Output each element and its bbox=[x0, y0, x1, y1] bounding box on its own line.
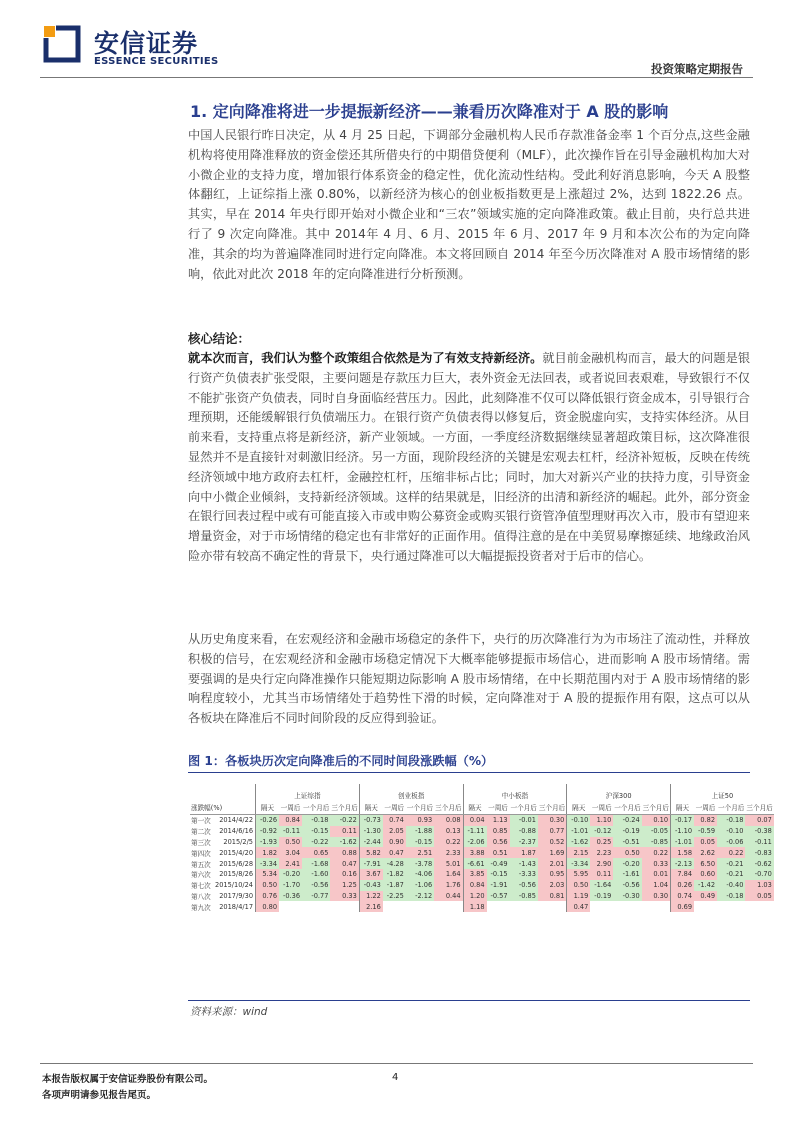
table-cell: -7.91 bbox=[359, 858, 383, 869]
table-cell bbox=[717, 901, 745, 912]
table-cell: -0.15 bbox=[406, 837, 434, 848]
table-cell: -1.87 bbox=[383, 880, 406, 891]
table-cell: 1.22 bbox=[359, 891, 383, 902]
table-cell: -0.01 bbox=[510, 815, 538, 826]
table-cell: -1.64 bbox=[590, 880, 613, 891]
table-cell: -1.60 bbox=[302, 869, 330, 880]
header-divider bbox=[40, 77, 753, 78]
table-cell: 0.04 bbox=[463, 815, 487, 826]
table-cell: -1.93 bbox=[256, 837, 280, 848]
table-row bbox=[190, 847, 774, 858]
table-cell bbox=[745, 901, 773, 912]
essence-logo-icon bbox=[42, 24, 82, 64]
table-row-date: 2015/8/26 bbox=[219, 870, 254, 879]
table-cell: -0.11 bbox=[279, 826, 302, 837]
table-period-label: 三个月后 bbox=[434, 800, 463, 815]
table-cell: 1.19 bbox=[567, 891, 591, 902]
page-number: 4 bbox=[392, 1072, 399, 1083]
table-cell: 0.47 bbox=[330, 858, 359, 869]
figure-bottom-rule bbox=[188, 1000, 750, 1001]
table-cell: 0.33 bbox=[330, 891, 359, 902]
table-cell bbox=[613, 901, 641, 912]
table-cell: -0.51 bbox=[613, 837, 641, 848]
table-row-date: 2015/10/24 bbox=[215, 881, 254, 890]
table-row bbox=[190, 837, 774, 848]
table-cell: 0.22 bbox=[642, 847, 671, 858]
table-row-date: 2014/6/16 bbox=[219, 827, 254, 836]
table-cell: 1.76 bbox=[434, 880, 463, 891]
table-cell: -0.88 bbox=[510, 826, 538, 837]
table-cell: 0.47 bbox=[383, 847, 406, 858]
table-period-label: 三个月后 bbox=[642, 800, 671, 815]
table-cell: 0.07 bbox=[745, 815, 773, 826]
section-title: 1. 定向降准将进一步提振新经济——兼看历次降准对于 A 股的影响 bbox=[190, 102, 669, 121]
company-logo bbox=[42, 24, 257, 72]
table-cell: -0.56 bbox=[613, 880, 641, 891]
table-cell bbox=[330, 901, 359, 912]
table-row-header: 涨跌幅(%) bbox=[190, 800, 256, 815]
table-cell bbox=[642, 901, 671, 912]
table-row-name: 第六次 bbox=[191, 871, 211, 880]
table-row-name: 第三次 bbox=[191, 838, 211, 847]
table-cell: 0.10 bbox=[642, 815, 671, 826]
table-cell: 1.18 bbox=[463, 901, 487, 912]
table-cell: -2.37 bbox=[510, 837, 538, 848]
core-conclusion-paragraph bbox=[188, 349, 750, 567]
table-cell: 0.81 bbox=[538, 891, 567, 902]
table-period-header bbox=[190, 800, 774, 815]
table-cell: 2.03 bbox=[538, 880, 567, 891]
table-cell: 0.77 bbox=[538, 826, 567, 837]
table-period-label: 一个月后 bbox=[406, 800, 434, 815]
table-cell: -0.38 bbox=[745, 826, 773, 837]
table-cell: 2.16 bbox=[359, 901, 383, 912]
table-cell: 2.15 bbox=[567, 847, 591, 858]
table-cell: 0.90 bbox=[383, 837, 406, 848]
table-cell: -1.43 bbox=[510, 858, 538, 869]
table-period-label: 一个月后 bbox=[717, 800, 745, 815]
table-cell: 3.04 bbox=[279, 847, 302, 858]
table-row bbox=[190, 815, 774, 826]
table-cell: 5.95 bbox=[567, 869, 591, 880]
table-cell: -0.83 bbox=[745, 847, 773, 858]
table-cell: -1.68 bbox=[302, 858, 330, 869]
table-cell: -0.77 bbox=[302, 891, 330, 902]
table-cell: -1.62 bbox=[567, 837, 591, 848]
table-period-label: 隔天 bbox=[671, 800, 695, 815]
table-cell bbox=[590, 901, 613, 912]
table-cell: -0.40 bbox=[717, 880, 745, 891]
table-cell: 0.50 bbox=[567, 880, 591, 891]
table-cell: 2.90 bbox=[590, 858, 613, 869]
table-cell: 0.26 bbox=[671, 880, 695, 891]
table-cell: 0.49 bbox=[694, 891, 717, 902]
table-cell: -0.17 bbox=[671, 815, 695, 826]
table-cell: -0.18 bbox=[717, 815, 745, 826]
table-cell: 1.25 bbox=[330, 880, 359, 891]
table-cell: 2.41 bbox=[279, 858, 302, 869]
table-cell: 0.50 bbox=[279, 837, 302, 848]
table-cell: 0.16 bbox=[330, 869, 359, 880]
table-cell: -0.57 bbox=[487, 891, 510, 902]
table-cell: 0.51 bbox=[487, 847, 510, 858]
table-cell: -2.12 bbox=[406, 891, 434, 902]
table-corner-cell bbox=[214, 784, 256, 800]
table-cell: 0.69 bbox=[671, 901, 695, 912]
table-cell: -1.10 bbox=[671, 826, 695, 837]
brand-name-en: ESSENCE SECURITIES bbox=[94, 56, 219, 67]
intro-paragraph: 中国人民银行昨日决定，从 4 月 25 日起，下调部分金融机构人民币存款准备金率 1 个百分点,这些金融机构将使用降准释放的资金偿还其所借央行的中期借贷便利（MLF），此次操作旨在引导金融机构加大对小微企业的支持力度，增加银行体系资金的稳定性，优化流动性结构。受此利好消息影响，今天 A 股整体翻红，上证综指上涨 0.80%，以新经济为核心的创业板指数更是上涨超过 2%，达到 1822.26 点。其实，早在 2014 年央行即开始对小微企业和“三农”领域实施的定向降准政策。截止目前，央行总共进行了 9 次定向降准。其中 2014年 4 月、6 月、2015 年 6 月、2017 年 9 月和本次公布的为定向降准，其余的均为普遍降准同时进行定向降准。本文将回顾自 2014 年至今历次降准对 A 股市场情绪的影响，依此对此次 2018 年的定向降准进行分析预测。 bbox=[188, 128, 750, 281]
table-period-label: 一周后 bbox=[590, 800, 613, 815]
table-cell: -2.13 bbox=[671, 858, 695, 869]
table-cell: -0.21 bbox=[717, 858, 745, 869]
table-row-date: 2015/4/20 bbox=[219, 848, 254, 857]
table-cell: 7.84 bbox=[671, 869, 695, 880]
table-cell: 3.85 bbox=[463, 869, 487, 880]
table-cell: 0.13 bbox=[434, 826, 463, 837]
table-cell: 0.05 bbox=[694, 837, 717, 848]
table-cell: 0.50 bbox=[613, 847, 641, 858]
table-cell: -3.78 bbox=[406, 858, 434, 869]
table-cell: 0.01 bbox=[642, 869, 671, 880]
table-cell: -4.28 bbox=[383, 858, 406, 869]
table-group-label: 中小板指 bbox=[463, 784, 567, 800]
table-cell: -1.01 bbox=[671, 837, 695, 848]
table-cell: 2.05 bbox=[383, 826, 406, 837]
rrr-cut-returns-table bbox=[190, 784, 774, 912]
table-cell: 0.85 bbox=[487, 826, 510, 837]
table-cell: 1.64 bbox=[434, 869, 463, 880]
table-cell: 0.25 bbox=[590, 837, 613, 848]
table-row bbox=[190, 869, 774, 880]
table-cell: -3.34 bbox=[256, 858, 280, 869]
table-cell: 0.60 bbox=[694, 869, 717, 880]
core-conclusion-body: 就目前金融机构而言，最大的问题是银行资产负债表扩张受限，主要问题是存款压力巨大，表外资金无法回表，或者说回表艰难，导致银行不仅不能扩张资产负债表，同时自身面临经营压力。因此，此刻降准不仅可以降低银行资金成本，引导银行合理预期，还能缓解银行负债端压力。在银行资产负债表得以修复后，资金脱虚向实，支持实体经济。从目前来看，支持重点将是新经济，新产业领域。一方面，一季度经济数据继续显著超政策目标，这次降准很显然并不是直接针对刺激旧经济。另一方面，现阶段经济的关键是宏观去杠杆，经济补短板，反映在传统经济领域中地方政府去杠杆，金融控杠杆，压缩非标占比；同时，加大对新兴产业的扶持力度，引导资金向中小微企业倾斜，支持新经济领域。这样的结果就是，旧经济的出清和新经济的崛起。此外，部分资金在银行回表过程中或有可能直接入市或申购公募资金或购买银行资管净值型理财再次入市，股市有望迎来增量资金，对于市场情绪的稳定也有非常好的正面作用。值得注意的是在中美贸易摩擦延续、地缘政治风险亦带有较高不确定性的背景下，央行通过降准可以大幅提振投资者对于后市的信心。 bbox=[188, 351, 751, 563]
table-cell: -0.30 bbox=[613, 891, 641, 902]
table-cell: 0.44 bbox=[434, 891, 463, 902]
table-period-label: 一个月后 bbox=[613, 800, 641, 815]
table-cell: -6.61 bbox=[463, 858, 487, 869]
table-cell: 2.62 bbox=[694, 847, 717, 858]
table-cell bbox=[538, 901, 567, 912]
table-cell: 1.13 bbox=[487, 815, 510, 826]
table-cell: 1.03 bbox=[745, 880, 773, 891]
table-cell: 2.51 bbox=[406, 847, 434, 858]
table-cell: -1.30 bbox=[359, 826, 383, 837]
table-row-name: 第五次 bbox=[191, 860, 211, 869]
table-row-name: 第一次 bbox=[191, 817, 211, 826]
table-period-label: 一个月后 bbox=[302, 800, 330, 815]
table-cell: 1.04 bbox=[642, 880, 671, 891]
table-cell: 0.30 bbox=[538, 815, 567, 826]
table-cell: -1.91 bbox=[487, 880, 510, 891]
table-cell: -0.56 bbox=[302, 880, 330, 891]
table-cell: 0.84 bbox=[279, 815, 302, 826]
table-period-label: 一周后 bbox=[279, 800, 302, 815]
table-period-label: 三个月后 bbox=[330, 800, 359, 815]
table-group-label: 上证综指 bbox=[256, 784, 360, 800]
table-cell: 0.84 bbox=[463, 880, 487, 891]
history-paragraph: 从历史角度来看，在宏观经济和金融市场稳定的条件下，央行的历次降准行为为市场注了流动性，并释放积极的信号，在宏观经济和金融市场稳定情况下大概率能够提振市场信心，进而影响 A 股市场情绪。需要强调的是央行定向降准操作只能短期边际影响 A 股市场情绪，在中长期范围内对于 A 股市场情绪的影响程度较小，尤其当市场情绪处于趋势性下滑的时候，定向降准对于 A 股的提振作用有限，这点可以从各板块在降准后不同时间阶段的反应得到验证。 bbox=[188, 632, 750, 726]
table-cell: -0.18 bbox=[302, 815, 330, 826]
table-cell: -0.26 bbox=[256, 815, 280, 826]
table-period-label: 三个月后 bbox=[745, 800, 773, 815]
table-cell: -0.05 bbox=[642, 826, 671, 837]
table-cell: -0.56 bbox=[510, 880, 538, 891]
table-cell: -0.06 bbox=[717, 837, 745, 848]
table-group-label: 上证50 bbox=[671, 784, 774, 800]
table-cell: -0.59 bbox=[694, 826, 717, 837]
table-cell: -0.85 bbox=[642, 837, 671, 848]
report-type: 投资策略定期报告 bbox=[651, 62, 743, 76]
table-period-label: 三个月后 bbox=[538, 800, 567, 815]
table-cell: -1.06 bbox=[406, 880, 434, 891]
table-cell: 0.95 bbox=[538, 869, 567, 880]
table-group-header bbox=[190, 784, 774, 800]
table-cell: -1.88 bbox=[406, 826, 434, 837]
table-cell: 1.10 bbox=[590, 815, 613, 826]
table-cell: -2.06 bbox=[463, 837, 487, 848]
table-period-label: 一周后 bbox=[694, 800, 717, 815]
table-cell: 2.01 bbox=[538, 858, 567, 869]
table-corner-cell bbox=[190, 784, 214, 800]
table-row bbox=[190, 826, 774, 837]
table-cell: -0.15 bbox=[302, 826, 330, 837]
table-cell: 1.69 bbox=[538, 847, 567, 858]
table-cell: -1.01 bbox=[567, 826, 591, 837]
table-row-date: 2014/4/22 bbox=[219, 816, 254, 825]
table-cell: -0.10 bbox=[717, 826, 745, 837]
table-cell: -1.61 bbox=[613, 869, 641, 880]
table-cell: 5.34 bbox=[256, 869, 280, 880]
brand-name-cn: 安信证券 bbox=[94, 29, 199, 58]
table-cell: -0.22 bbox=[330, 815, 359, 826]
table-cell: 0.47 bbox=[567, 901, 591, 912]
table-cell: 1.20 bbox=[463, 891, 487, 902]
table-cell bbox=[510, 901, 538, 912]
table-cell: 0.08 bbox=[434, 815, 463, 826]
table-cell: -1.70 bbox=[279, 880, 302, 891]
core-conclusion-lead: 就本次而言，我们认为整个政策组合依然是为了有效支持新经济。 bbox=[188, 351, 543, 365]
table-cell: 0.82 bbox=[694, 815, 717, 826]
table-period-label: 一周后 bbox=[487, 800, 510, 815]
figure-top-rule bbox=[188, 772, 750, 773]
footer-divider bbox=[40, 1063, 753, 1064]
table-cell: -0.21 bbox=[717, 869, 745, 880]
table-row bbox=[190, 891, 774, 902]
table-row-date: 2015/2/5 bbox=[223, 837, 254, 846]
table-cell: -4.06 bbox=[406, 869, 434, 880]
table-cell: -0.20 bbox=[279, 869, 302, 880]
table-cell: -1.11 bbox=[463, 826, 487, 837]
table-row bbox=[190, 901, 774, 912]
table-cell: 3.88 bbox=[463, 847, 487, 858]
table-cell: -0.12 bbox=[590, 826, 613, 837]
table-cell bbox=[383, 901, 406, 912]
table-cell: -0.18 bbox=[717, 891, 745, 902]
table-cell: -0.20 bbox=[613, 858, 641, 869]
table-row-date: 2017/9/30 bbox=[219, 891, 254, 900]
table-cell: -1.42 bbox=[694, 880, 717, 891]
table-cell bbox=[302, 901, 330, 912]
table-cell: -0.85 bbox=[510, 891, 538, 902]
disclaimer-notice: 各项声明请参见报告尾页。 bbox=[42, 1090, 157, 1101]
table-cell: -0.22 bbox=[302, 837, 330, 848]
table-cell: -0.15 bbox=[487, 869, 510, 880]
table-cell: 2.23 bbox=[590, 847, 613, 858]
table-cell: 0.65 bbox=[302, 847, 330, 858]
table-cell: -0.19 bbox=[613, 826, 641, 837]
table-group-label: 沪深300 bbox=[567, 784, 671, 800]
table-cell: -3.33 bbox=[510, 869, 538, 880]
table-cell: -0.10 bbox=[567, 815, 591, 826]
table-cell: -0.36 bbox=[279, 891, 302, 902]
table-cell: 0.56 bbox=[487, 837, 510, 848]
table-cell bbox=[487, 901, 510, 912]
table-cell: -0.62 bbox=[745, 858, 773, 869]
table-cell: 0.30 bbox=[642, 891, 671, 902]
table-row bbox=[190, 858, 774, 869]
table-cell: -2.25 bbox=[383, 891, 406, 902]
table-group-label: 创业板指 bbox=[359, 784, 463, 800]
table-cell bbox=[434, 901, 463, 912]
table-row-date: 2018/4/17 bbox=[219, 902, 254, 911]
table-cell: -1.82 bbox=[383, 869, 406, 880]
table-period-label: 一周后 bbox=[383, 800, 406, 815]
table-cell: 1.87 bbox=[510, 847, 538, 858]
table-cell bbox=[406, 901, 434, 912]
table-cell bbox=[694, 901, 717, 912]
table-cell: 1.58 bbox=[671, 847, 695, 858]
table-period-label: 隔天 bbox=[359, 800, 383, 815]
table-period-label: 隔天 bbox=[463, 800, 487, 815]
table-cell: 0.88 bbox=[330, 847, 359, 858]
table-cell: 0.11 bbox=[590, 869, 613, 880]
table-row-date: 2015/6/28 bbox=[219, 859, 254, 868]
table-period-label: 隔天 bbox=[256, 800, 280, 815]
table-cell: -0.19 bbox=[590, 891, 613, 902]
table-cell: 0.22 bbox=[717, 847, 745, 858]
table-cell: 0.74 bbox=[671, 891, 695, 902]
table-row-name: 第二次 bbox=[191, 828, 211, 837]
table-cell: -0.73 bbox=[359, 815, 383, 826]
table-cell: -0.11 bbox=[745, 837, 773, 848]
table-cell: 0.74 bbox=[383, 815, 406, 826]
table-cell: -0.70 bbox=[745, 869, 773, 880]
table-cell: -0.49 bbox=[487, 858, 510, 869]
table-cell: 0.76 bbox=[256, 891, 280, 902]
table-cell: 2.33 bbox=[434, 847, 463, 858]
table-cell: -0.24 bbox=[613, 815, 641, 826]
table-row-name: 第四次 bbox=[191, 849, 211, 858]
table-row bbox=[190, 880, 774, 891]
figure-source: 资料来源：wind bbox=[190, 1006, 268, 1018]
table-cell: 0.80 bbox=[256, 901, 280, 912]
table-cell: 0.05 bbox=[745, 891, 773, 902]
table-cell: 5.82 bbox=[359, 847, 383, 858]
table-cell bbox=[279, 901, 302, 912]
table-row-name: 第八次 bbox=[191, 892, 211, 901]
table-cell: -0.43 bbox=[359, 880, 383, 891]
table-cell: 0.22 bbox=[434, 837, 463, 848]
table-cell: 0.52 bbox=[538, 837, 567, 848]
table-cell: 1.82 bbox=[256, 847, 280, 858]
table-cell: 5.01 bbox=[434, 858, 463, 869]
table-period-label: 隔天 bbox=[567, 800, 591, 815]
table-cell: -2.44 bbox=[359, 837, 383, 848]
table-cell: -1.62 bbox=[330, 837, 359, 848]
table-row-name: 第九次 bbox=[191, 903, 211, 912]
table-cell: 0.11 bbox=[330, 826, 359, 837]
core-conclusion-label: 核心结论： bbox=[188, 331, 250, 346]
table-period-label: 一个月后 bbox=[510, 800, 538, 815]
table-cell: 0.93 bbox=[406, 815, 434, 826]
table-cell: -0.92 bbox=[256, 826, 280, 837]
table-cell: 3.67 bbox=[359, 869, 383, 880]
copyright-notice: 本报告版权属于安信证券股份有限公司。 bbox=[42, 1074, 214, 1085]
table-cell: 0.33 bbox=[642, 858, 671, 869]
figure-title: 图 1：各板块历次定向降准后的不同时间段涨跌幅（%） bbox=[188, 754, 494, 768]
table-row-name: 第七次 bbox=[191, 882, 211, 891]
table-cell: 6.50 bbox=[694, 858, 717, 869]
table-cell: -3.34 bbox=[567, 858, 591, 869]
table-cell: 0.50 bbox=[256, 880, 280, 891]
